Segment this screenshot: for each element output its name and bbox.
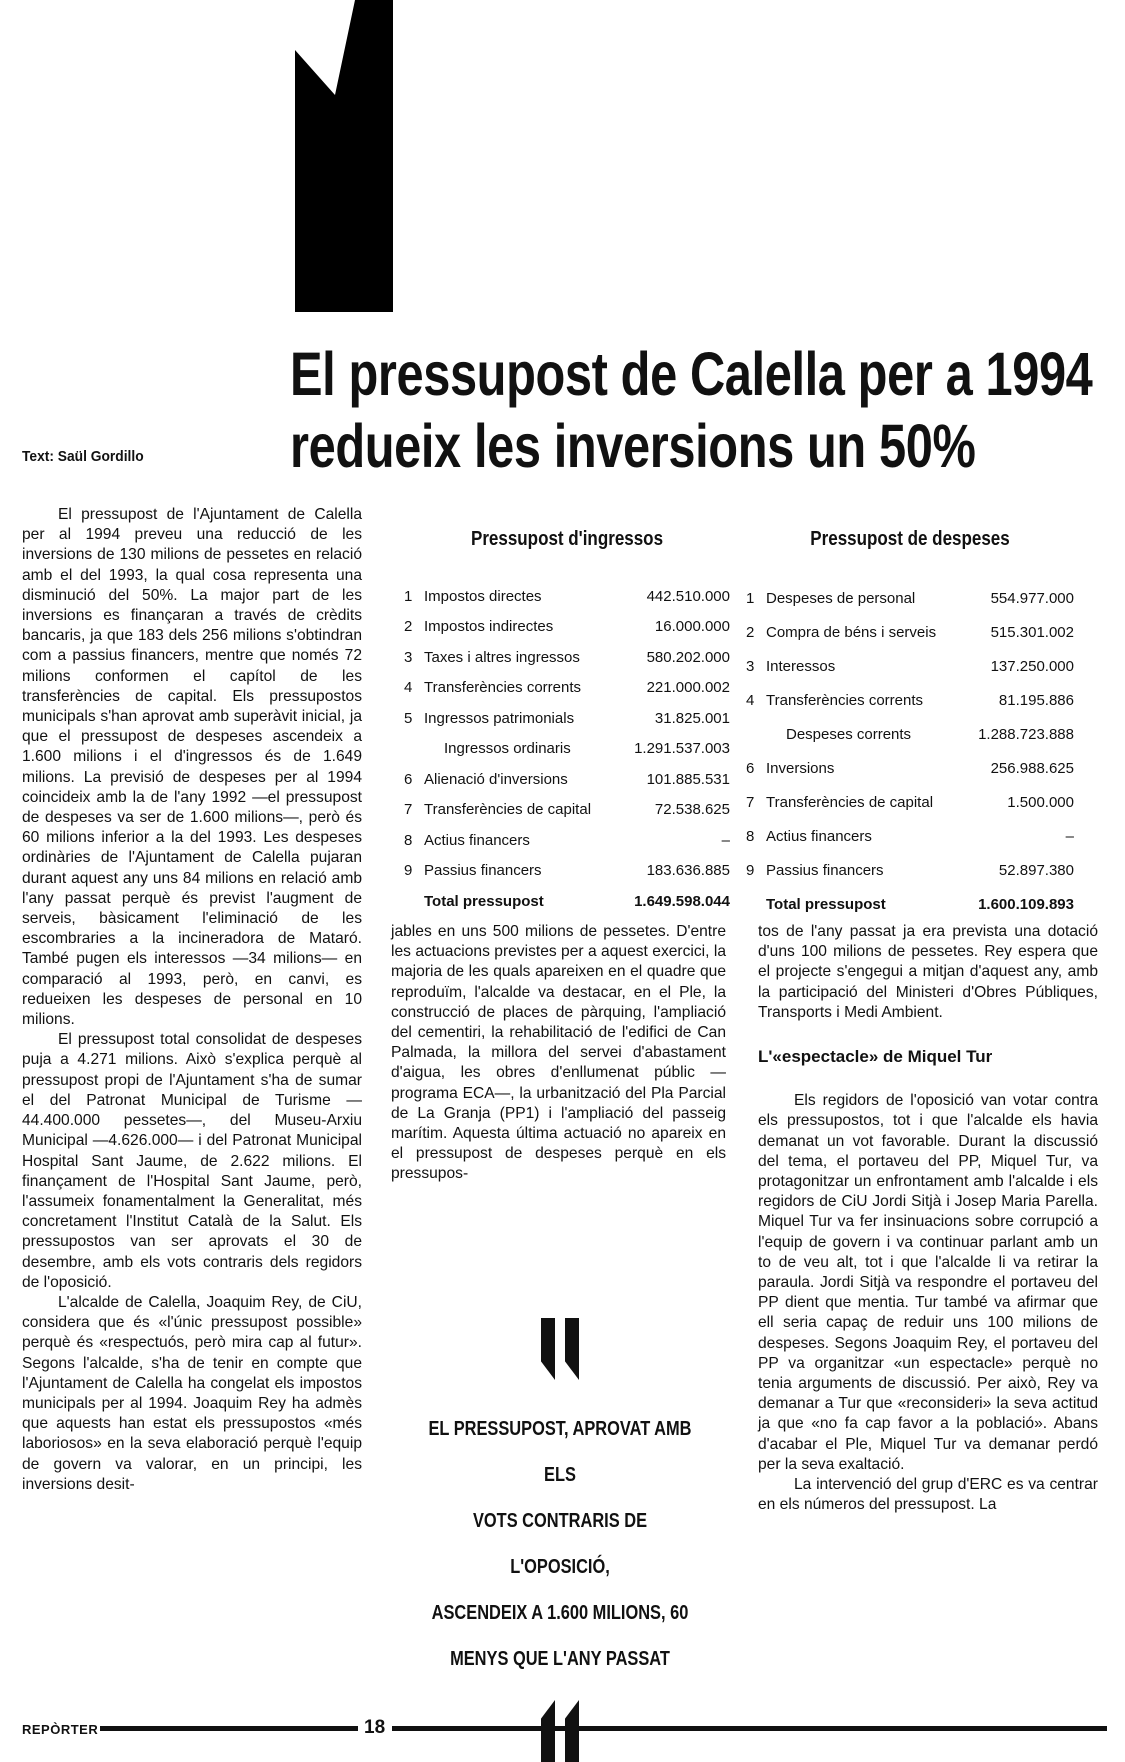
pull-quote-line: ASCENDEIX A 1.600 MILIONS, 60: [431, 1602, 689, 1624]
total-value: 1.600.109.893: [978, 895, 1074, 913]
table-row: [404, 825, 730, 856]
expense-total-row: [746, 887, 1074, 921]
row-label: Ingressos ordinaris: [444, 740, 571, 758]
row-number: 8: [404, 831, 413, 849]
article-column-1: [22, 505, 362, 1495]
row-value: 256.988.625: [990, 759, 1074, 777]
paragraph: La intervenció del grup d'ERC es va centrar en els números del pressupost. La: [758, 1476, 1098, 1514]
row-value: –: [721, 831, 730, 849]
table-row: [746, 717, 1074, 751]
expense-budget-table: [746, 528, 1074, 921]
row-label: Transferències corrents: [766, 691, 924, 709]
row-value: 1.288.723.888: [978, 725, 1074, 743]
paragraph: jables en uns 500 milions de pessetes. D'entre les actuacions previstes per a aquest exercici, la majoria de les quals apareixen en el quadre que reproduïm, l'alcalde va destacar, en el Ple, la construcció de places de pàrquing, l'ampliació del cementiri, la rehabilitació de l'edifici de Can Palmada, la millora del servei d'abastament d'aigua, les obres d'enllumenat públic —programa ECA—, la urbanització del Pla Parcial de La Granja (PP1) i l'ampliació del passeig marítim. Aquesta última actuació no apareix en el pressupost de despeses perquè en els pressupos-: [391, 923, 726, 1183]
total-label: Total pressupost: [424, 892, 544, 910]
row-value: 101.885.531: [646, 770, 730, 788]
pull-quote-line: EL PRESSUPOST, APROVAT AMB ELS: [428, 1418, 692, 1486]
table-row: [746, 751, 1074, 785]
row-label: Taxes i altres ingressos: [424, 648, 580, 666]
table-row: [404, 734, 730, 765]
row-number: 5: [404, 709, 413, 727]
row-label: Interessos: [766, 657, 836, 675]
row-label: Despeses corrents: [786, 725, 912, 743]
headline: [290, 338, 1093, 482]
table-row: [404, 612, 730, 643]
pull-quote-line: VOTS CONTRARIS DE L'OPOSICIÓ,: [472, 1510, 648, 1578]
row-number: 3: [746, 657, 755, 675]
row-number: 3: [404, 648, 413, 666]
row-value: 81.195.886: [998, 691, 1074, 709]
table-row: [404, 703, 730, 734]
table-row: [404, 581, 730, 612]
pull-quote: [395, 1318, 725, 1762]
subheading: L'«espectacle» de Miquel Tur: [758, 1047, 993, 1067]
byline: Text: Saül Gordillo: [22, 448, 144, 465]
footer-rule: [392, 1726, 1107, 1731]
table-row: [404, 642, 730, 673]
row-value: 580.202.000: [646, 648, 730, 666]
table-row: [746, 853, 1074, 887]
row-value: 442.510.000: [646, 587, 730, 605]
row-number: 9: [404, 862, 413, 880]
row-number: 7: [404, 801, 413, 819]
table-row: [404, 764, 730, 795]
article-column-2: [391, 922, 726, 1185]
row-label: Transferències corrents: [424, 679, 582, 697]
total-label: Total pressupost: [766, 895, 886, 913]
headline-line-1: El pressupost de Calella per a 1994: [290, 340, 1093, 408]
row-value: –: [1065, 827, 1074, 845]
paragraph: Els regidors de l'oposició van votar contra els pressupostos, tot i que l'alcalde els havia demanat un vot favorable. Durant la discussió del tema, el portaveu del PP, Miquel Tur, va protagonitzar un enfrontament amb l'alcalde i els regidors de CiU Jordi Sitjà i Josep Maria Parella. Miquel Tur va fer insinuacions sobre corrupció a l'equip de govern i va continuar parlant amb un to de veu alt, tot i que l'alcalde li va retirar la paraula. Jordi Sitjà va respondre el portaveu del PP dient que mentia. Tur també va afirmar que ell seria capaç de reduir uns 100 milions de despeses. Segons Joaquim Rey, el portaveu del PP va organitzar «un espectacle» perquè no tenia arguments de discussió. Per això, Rey va demanar a Tur que «reconsideri» la seva actitud ja que «no fa cap favor a la població». Abans d'acabar el Ple, Miquel Tur va demanar perdó per la seva exaltació.: [758, 1092, 1098, 1473]
page-number: 18: [364, 1717, 386, 1738]
row-label: Passius financers: [424, 862, 542, 880]
row-label: Ingressos patrimonials: [424, 709, 575, 727]
total-value: 1.649.598.044: [634, 892, 730, 910]
footer-rule: [100, 1726, 358, 1731]
row-number: 9: [746, 861, 755, 879]
income-total-row: [404, 886, 730, 917]
row-value: 52.897.380: [998, 861, 1074, 879]
row-value: 1.500.000: [1007, 793, 1074, 811]
row-label: Compra de béns i serveis: [766, 623, 937, 641]
paragraph: El pressupost total consolidat de despeses puja a 4.271 milions. Això s'explica perquè al pressupost propi de l'Ajuntament s'ha de sumar el del Patronat Municipal de Turisme —44.400.000 pessetes—, del Museu-Arxiu Municipal —4.626.000— i del Patronat Municipal Hospital Sant Jaume, de 2.622 milions. El finançament de l'Hospital Sant Jaume, però, l'assumeix fonamentalment la Generalitat, més concretament l'Institut Català de la Salut. Els pressupostos van ser aprovats el 30 de desembre, amb els vots contraris dels regidors de l'oposició.: [22, 1031, 362, 1291]
row-value: 72.538.625: [654, 801, 730, 819]
paragraph: El pressupost de l'Ajuntament de Calella per al 1994 preveu una reducció de les inversions de 130 milions de pessetes en relació amb el del 1993, la qual cosa representa una disminució del 50%. La major part de les inversions es finançaran a través de crèdits bancaris, ja que 183 dels 256 milions s'obtindran com a passius financers, mentre que només 72 milions conformen el capítol de les transferències de capital. Els pressupostos municipals s'han aprovat amb superàvit inicial, ja que el pressupost de despeses ascendeix a 1.600 milions i el d'ingressos és de 1.649 milions. La previsió de despeses per al 1994 coincideix amb la de l'any 1992 —el pressupost de despeses va ser de 1.600 milions—, però és 60 milions inferior a la del 1993. Les despeses ordinàries de l'Ajuntament de Calella pujaran durant aquest any uns 84 milions en relació amb l'any passat perquè és previst l'augment de serveis, bàsicament l'eliminació de les escombraries a la incineradora de Mataró. També pugen els interessos —34 milions— en comparació al 1993, però, en canvi, es redueixen les despeses de personal en 10 milions.: [22, 506, 362, 1029]
table-row: [746, 819, 1074, 853]
row-number: 2: [404, 618, 413, 636]
row-label: Alienació d'inversions: [424, 770, 568, 788]
row-number: 6: [404, 770, 413, 788]
table-row: [746, 649, 1074, 683]
row-value: 1.291.537.003: [634, 740, 730, 758]
row-value: 31.825.001: [654, 709, 730, 727]
row-label: Transferències de capital: [766, 793, 934, 811]
row-value: 183.636.885: [646, 862, 730, 880]
row-label: Actius financers: [424, 831, 530, 849]
open-quote-icon: [395, 1318, 725, 1380]
page-footer: [22, 1717, 1102, 1738]
paragraph: L'alcalde de Calella, Joaquim Rey, de CiU, considera que és «l'únic pressupost possible» perquè és «respectuós, però mira cap al futur». Segons l'alcalde, s'ha de tenir en compte que l'Ajuntament de Calella ha congelat els impostos municipals per al 1994. Joaquim Rey ha admès que aquests han estat els pressupostos «més laboriosos» en la seva elaboració perquè l'equip de govern va valorar, en un principi, les inversions desit-: [22, 1293, 362, 1493]
income-budget-table: [404, 528, 730, 917]
row-number: 1: [746, 589, 755, 607]
publication-name: REPÒRTER: [22, 1722, 99, 1737]
table-row: [746, 581, 1074, 615]
row-label: Impostos directes: [424, 587, 542, 605]
row-value: 137.250.000: [990, 657, 1074, 675]
row-number: 1: [404, 587, 413, 605]
pull-quote-line: MENYS QUE L'ANY PASSAT: [450, 1648, 670, 1670]
table-row: [404, 795, 730, 826]
table-row: [746, 683, 1074, 717]
row-value: 221.000.002: [646, 679, 730, 697]
row-label: Passius financers: [766, 861, 884, 879]
table-row: [404, 673, 730, 704]
row-number: 4: [746, 691, 755, 709]
table-row: [746, 615, 1074, 649]
table-row: [404, 856, 730, 887]
income-table-title: Pressupost d'ingressos: [470, 528, 664, 550]
row-number: 2: [746, 623, 755, 641]
row-label: Despeses de personal: [766, 589, 916, 607]
row-number: 8: [746, 827, 755, 845]
pull-quote-text: [425, 1406, 696, 1682]
row-label: Transferències de capital: [424, 801, 592, 819]
row-label: Actius financers: [766, 827, 872, 845]
expense-table-title: Pressupost de despeses: [810, 528, 1010, 550]
row-label: Inversions: [766, 759, 835, 777]
table-row: [746, 785, 1074, 819]
row-number: 6: [746, 759, 755, 777]
row-number: 4: [404, 679, 413, 697]
row-value: 515.301.002: [990, 623, 1074, 641]
article-column-3: [758, 922, 1098, 1515]
row-value: 554.977.000: [990, 589, 1074, 607]
decorative-black-block: [295, 0, 393, 312]
paragraph: tos de l'any passat ja era prevista una dotació d'uns 100 milions de pessetes. Rey espera que el projecte s'engegui a mitjan d'aquest any, amb la participació del Ministeri d'Obres Públiques, Transports i Medi Ambient.: [758, 923, 1098, 1021]
row-value: 16.000.000: [654, 618, 730, 636]
row-label: Impostos indirectes: [424, 618, 554, 636]
row-number: 7: [746, 793, 755, 811]
headline-line-2: redueix les inversions un 50%: [290, 412, 976, 480]
